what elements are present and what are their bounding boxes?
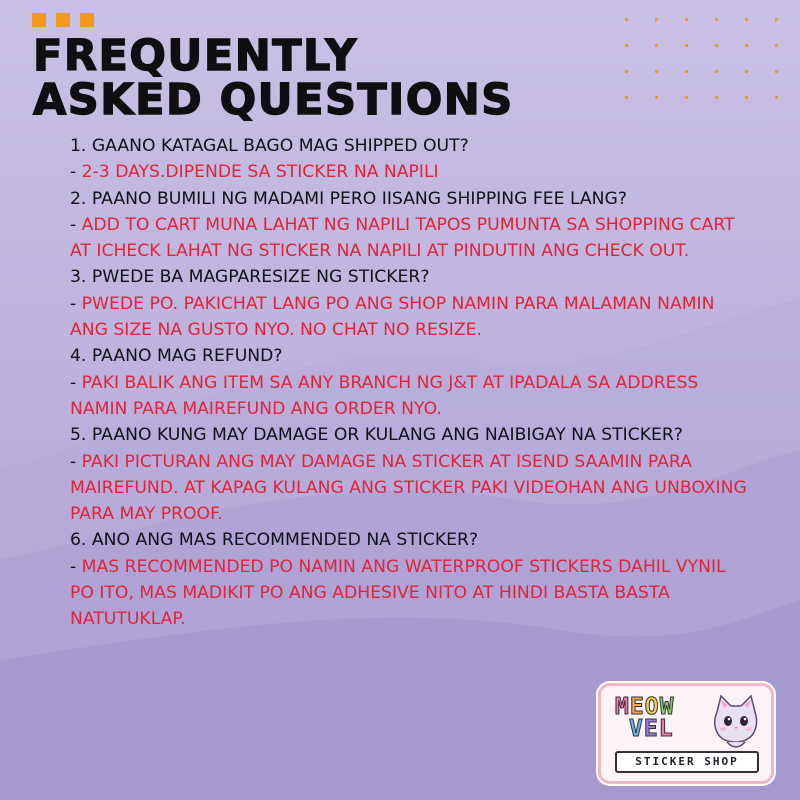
dot-icon <box>745 70 748 73</box>
decorative-dot-grid <box>625 18 790 118</box>
square-icon <box>32 13 46 27</box>
title-line-1: FREQUENTLY <box>33 31 358 81</box>
square-icon <box>56 13 70 27</box>
faq-answer-1: - 2-3 DAYS.DIPENDE SA STICKER NA NAPILI <box>70 162 439 183</box>
faq-answer-text: 2-3 DAYS.DIPENDE SA STICKER NA NAPILI <box>81 162 439 183</box>
dot-icon <box>745 18 748 21</box>
faq-question-2: 2. PAANO BUMILI NG MADAMI PERO IISANG SHIPPING FEE LANG? <box>70 188 627 209</box>
logo-letter: E <box>629 694 645 720</box>
dot-icon <box>745 96 748 99</box>
faq-answer-text: ADD TO CART MUNA LAHAT NG NAPILI TAPOS PUMUNTA SA SHOPPING CART AT ICHECK LAHAT NG STICKER NA NAPILI AT PINDUTIN ANG CHECK OUT. <box>70 214 735 262</box>
faq-answer-2: - ADD TO CART MUNA LAHAT NG NAPILI TAPOS PUMUNTA SA SHOPPING CART AT ICHECK LAHAT NG STICKER NA NAPILI AT PINDUTIN ANG CHECK OUT. <box>70 214 735 262</box>
faq-answer-text: MAS RECOMMENDED PO NAMIN ANG WATERPROOF STICKERS DAHIL VYNIL PO ITO, MAS MADIKIT PO ANG ADHESIVE NITO AT HINDI BASTA BASTA NATUTUKLAP. <box>70 556 726 630</box>
logo-letter: M <box>615 694 630 720</box>
logo-letter: W <box>659 694 675 720</box>
title-line-2: ASKED QUESTIONS <box>33 75 514 125</box>
logo-letter: V <box>629 716 644 742</box>
dot-icon <box>655 70 658 73</box>
dot-icon <box>655 96 658 99</box>
dot-icon <box>775 96 778 99</box>
dot-icon <box>745 44 748 47</box>
dot-icon <box>655 18 658 21</box>
dot-icon <box>775 44 778 47</box>
dot-icon <box>625 96 628 99</box>
dot-icon <box>655 44 658 47</box>
faq-answer-text: PAKI BALIK ANG ITEM SA ANY BRANCH NG J&T AT IPADALA SA ADDRESS NAMIN PARA MAIREFUND ANG ORDER NYO. <box>70 372 699 419</box>
dot-icon <box>715 70 718 73</box>
decorative-squares <box>32 13 94 27</box>
faq-answer-5: - PAKI PICTURAN ANG MAY DAMAGE NA STICKER AT ISEND SAAMIN PARA MAIREFUND. AT KAPAG KULANG ANG STICKER PAKI VIDEOHAN ANG UNBOXING PARA MAY PROOF. <box>70 451 747 525</box>
page-title <box>33 31 514 125</box>
faq-question-3: 3. PWEDE BA MAGPARESIZE NG STICKER? <box>70 267 430 288</box>
dot-icon <box>685 96 688 99</box>
faq-question-4: 4. PAANO MAG REFUND? <box>70 346 283 367</box>
faq-answer-text: PWEDE PO. PAKICHAT LANG PO ANG SHOP NAMIN PARA MALAMAN NAMIN ANG SIZE NA GUSTO NYO. NO CHAT NO RESIZE. <box>70 293 715 341</box>
dot-icon <box>625 70 628 73</box>
faq-question-1: 1. GAANO KATAGAL BAGO MAG SHIPPED OUT? <box>70 136 469 156</box>
logo-wordmark <box>615 696 674 740</box>
dot-icon <box>685 44 688 47</box>
logo-letter: O <box>644 694 660 720</box>
dot-icon <box>775 18 778 21</box>
dot-icon <box>625 18 628 21</box>
faq-list <box>70 133 750 633</box>
logo-banner: STICKER SHOP <box>615 751 759 773</box>
faq-answer-3: - PWEDE PO. PAKICHAT LANG PO ANG SHOP NAMIN PARA MALAMAN NAMIN ANG SIZE NA GUSTO NYO. NO CHAT NO RESIZE. <box>70 293 715 341</box>
shop-logo <box>598 683 774 784</box>
dot-icon <box>715 44 718 47</box>
logo-letter: L <box>658 716 674 742</box>
dot-icon <box>625 44 628 47</box>
dot-icon <box>685 70 688 73</box>
dot-icon <box>775 70 778 73</box>
faq-answer-text: PAKI PICTURAN ANG MAY DAMAGE NA STICKER AT ISEND SAAMIN PARA MAIREFUND. AT KAPAG KULANG ANG STICKER PAKI VIDEOHAN ANG UNBOXING PARA MAY PROOF. <box>70 451 747 525</box>
dot-icon <box>715 18 718 21</box>
square-icon <box>80 13 94 27</box>
faq-question-6: 6. ANO ANG MAS RECOMMENDED NA STICKER? <box>70 530 479 551</box>
logo-letter: E <box>643 716 659 742</box>
dot-icon <box>715 96 718 99</box>
dot-icon <box>685 18 688 21</box>
cat-icon <box>709 694 761 752</box>
faq-answer-6: - MAS RECOMMENDED PO NAMIN ANG WATERPROOF STICKERS DAHIL VYNIL PO ITO, MAS MADIKIT PO ANG ADHESIVE NITO AT HINDI BASTA BASTA NATUTUKLAP. <box>70 556 726 630</box>
faq-question-5: 5. PAANO KUNG MAY DAMAGE OR KULANG ANG NAIBIGAY NA STICKER? <box>70 425 683 446</box>
faq-answer-4: - PAKI BALIK ANG ITEM SA ANY BRANCH NG J&T AT IPADALA SA ADDRESS NAMIN PARA MAIREFUND ANG ORDER NYO. <box>70 372 699 419</box>
